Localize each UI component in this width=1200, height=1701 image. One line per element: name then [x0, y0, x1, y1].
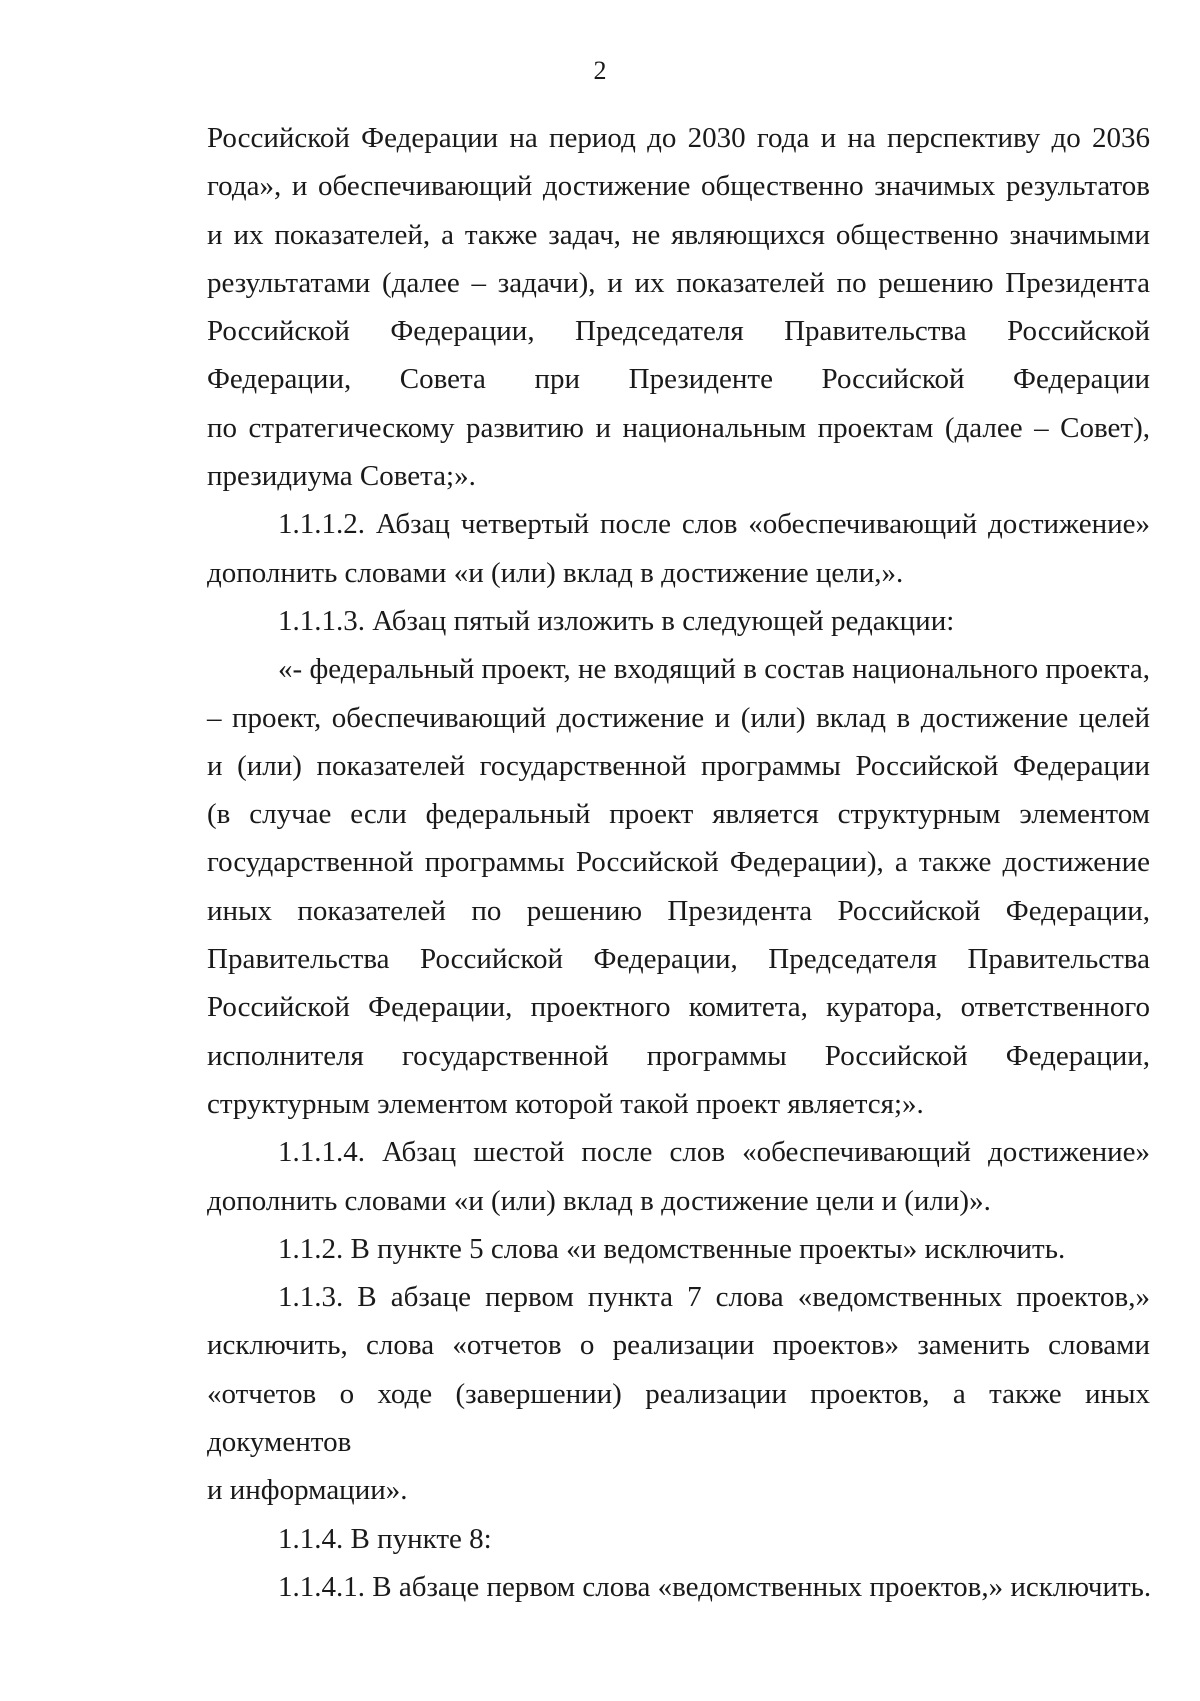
text-line: «- федеральный проект, не входящий в состав национального проекта, — [278, 653, 1150, 686]
text-line: Российской Федерации, Председателя Правительства Российской — [207, 315, 1150, 348]
text-line: 1.1.4.1. В абзаце первом слова «ведомственных проектов,» исключить. — [278, 1570, 1152, 1603]
text-line: (в случае если федеральный проект является структурным элементом — [207, 798, 1150, 831]
text-line: 1.1.3. В абзаце первом пункта 7 слова «ведомственных проектов,» — [278, 1281, 1150, 1314]
text-line: результатами (далее – задачи), и их показателей по решению Президента — [207, 266, 1150, 299]
paragraph — [207, 500, 1150, 597]
paragraph — [207, 1515, 1150, 1563]
text-line: иных показателей по решению Президента Российской Федерации, — [207, 894, 1150, 927]
text-line: по стратегическому развитию и национальным проектам (далее – Совет), — [207, 411, 1150, 444]
text-line: года», и обеспечивающий достижение общественно значимых результатов — [207, 170, 1150, 203]
paragraph — [207, 645, 1150, 1128]
text-line: структурным элементом которой такой проект является;». — [207, 1087, 924, 1120]
text-line: и (или) показателей государственной программы Российской Федерации — [207, 749, 1150, 782]
text-line: государственной программы Российской Федерации), а также достижение — [207, 846, 1150, 879]
text-line: 1.1.1.4. Абзац шестой после слов «обеспечивающий достижение» — [278, 1136, 1150, 1169]
document-body — [207, 114, 1150, 1611]
text-line: – проект, обеспечивающий достижение и (или) вклад в достижение целей — [207, 701, 1150, 734]
paragraph — [207, 1563, 1150, 1611]
paragraph — [207, 597, 1150, 645]
text-line: 1.1.4. В пункте 8: — [278, 1522, 492, 1555]
text-line: Правительства Российской Федерации, Председателя Правительства — [207, 943, 1150, 976]
paragraph — [207, 114, 1150, 500]
text-line: исключить, слова «отчетов о реализации проектов» заменить словами — [207, 1329, 1150, 1362]
text-line: Российской Федерации, проектного комитета, куратора, ответственного — [207, 991, 1150, 1024]
text-line: «отчетов о ходе (завершении) реализации проектов, а также иных документов — [207, 1377, 1150, 1459]
text-line: и информации». — [207, 1474, 408, 1507]
paragraph — [207, 1128, 1150, 1225]
page-number: 2 — [593, 56, 607, 85]
paragraph — [207, 1225, 1150, 1273]
text-line: 1.1.1.2. Абзац четвертый после слов «обеспечивающий достижение» — [278, 508, 1150, 541]
text-line: президиума Совета;». — [207, 460, 476, 493]
text-line: дополнить словами «и (или) вклад в достижение цели и (или)». — [207, 1184, 991, 1217]
paragraph — [207, 1273, 1150, 1514]
text-line: исполнителя государственной программы Российской Федерации, — [207, 1039, 1150, 1072]
text-line: дополнить словами «и (или) вклад в достижение цели,». — [207, 556, 904, 589]
text-line: 1.1.1.3. Абзац пятый изложить в следующей редакции: — [278, 604, 955, 637]
text-line: Российской Федерации на период до 2030 года и на перспективу до 2036 — [207, 122, 1150, 154]
text-line: 1.1.2. В пункте 5 слова «и ведомственные проекты» исключить. — [278, 1232, 1066, 1265]
text-line: и их показателей, а также задач, не являющихся общественно значимыми — [207, 218, 1150, 251]
text-line: Федерации, Совета при Президенте Российской Федерации — [207, 363, 1150, 396]
